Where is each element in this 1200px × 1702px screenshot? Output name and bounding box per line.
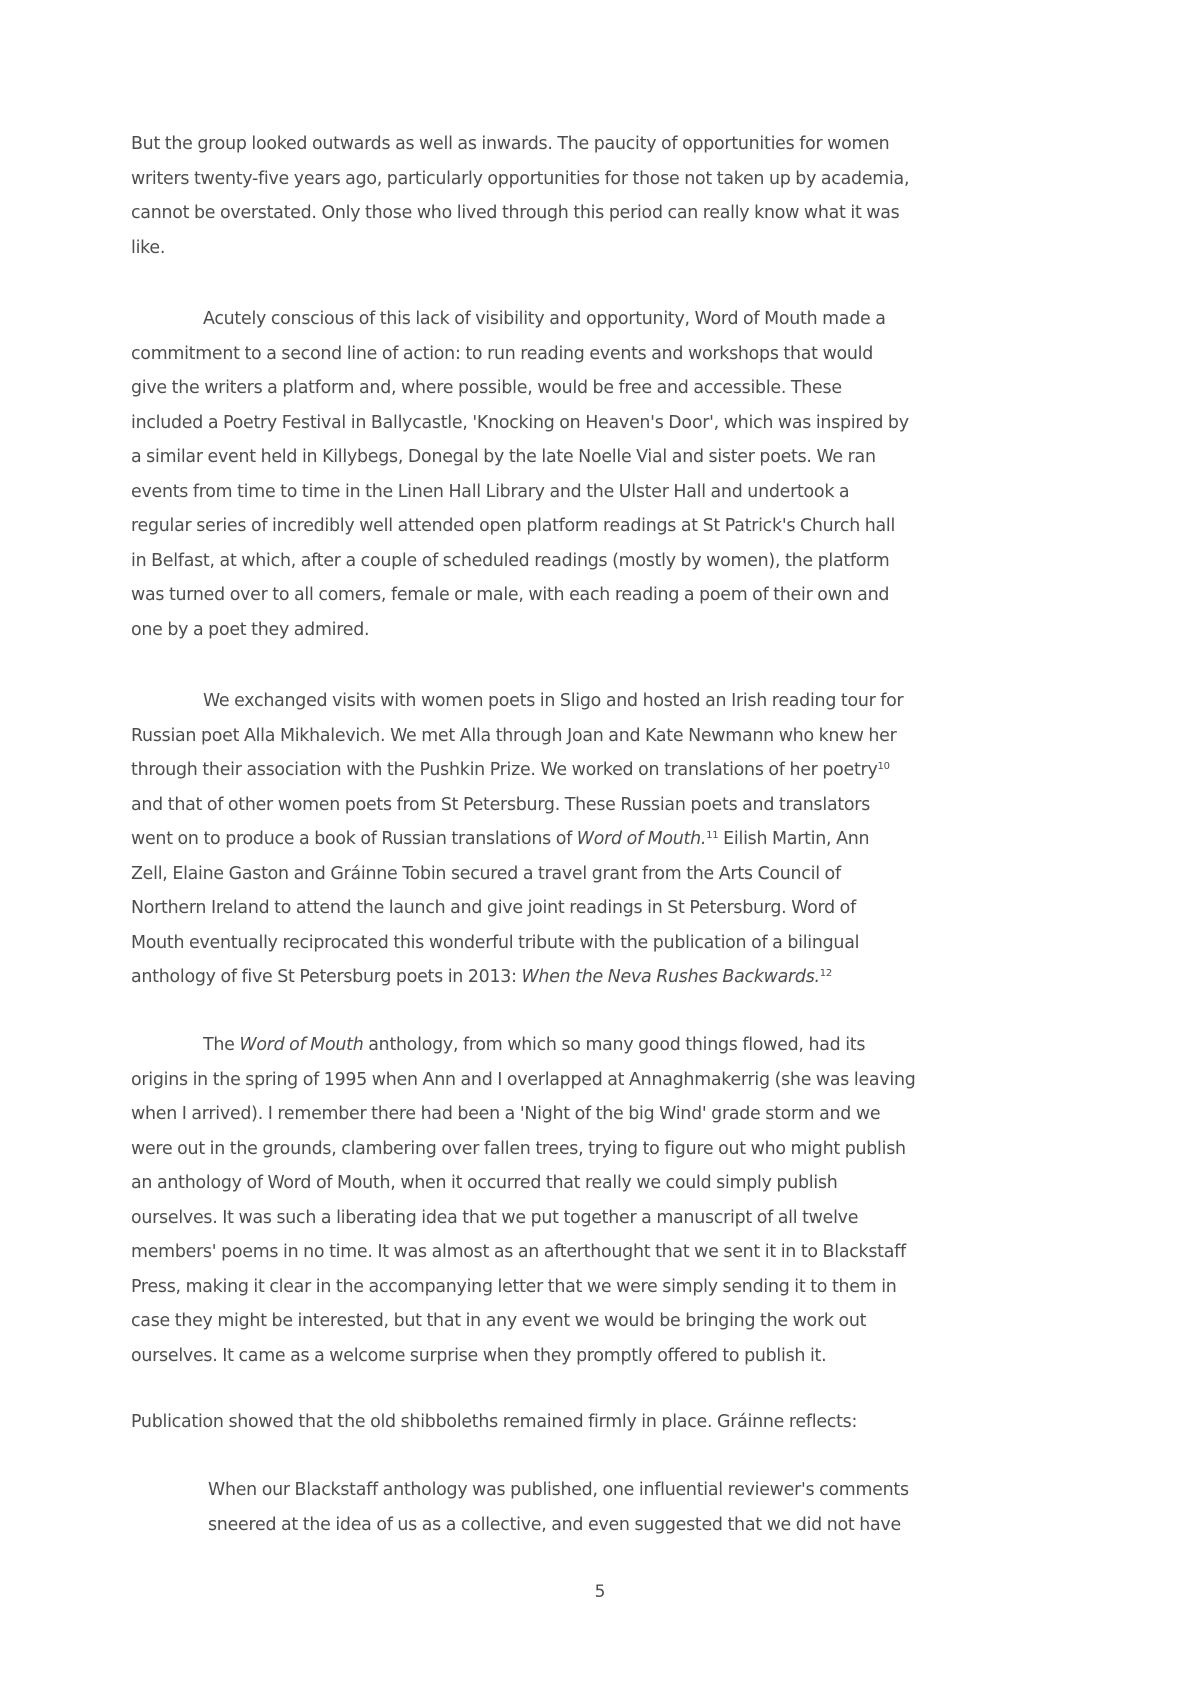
paragraph-4: [131, 1028, 1059, 1373]
text-line: origins in the spring of 1995 when Ann and I overlapped at Annaghmakerrig (she was leaving: [131, 1069, 916, 1090]
text-segment: anthology, from which so many good things flowed, had its: [363, 1035, 866, 1055]
paragraph-1: [131, 127, 1059, 265]
text-segment: The: [203, 1035, 240, 1055]
text-line: an anthology of Word of Mouth, when it occurred that really we could simply publish: [131, 1173, 838, 1193]
text-line: included a Poetry Festival in Ballycastle, 'Knocking on Heaven's Door', which was inspired by: [131, 412, 909, 433]
book-title: Word of Mouth.: [576, 829, 707, 849]
text-line: give the writers a platform and, where possible, would be free and accessible. These: [131, 378, 842, 398]
page-number: 5: [594, 1582, 606, 1602]
text-line: Mouth eventually reciprocated this wonderful tribute with the publication of a bilingual: [131, 932, 860, 953]
text-line: was turned over to all comers, female or male, with each reading a poem of their own and: [131, 585, 890, 605]
text-line: ourselves. It was such a liberating idea that we put together a manuscript of all twelve: [131, 1207, 859, 1228]
text-line: case they might be interested, but that in any event we would be bringing the work out: [131, 1311, 867, 1331]
book-title: Word of Mouth: [239, 1035, 364, 1055]
text-line: a similar event held in Killybegs, Donegal by the late Noelle Vial and sister poets. We ran: [131, 447, 876, 467]
text-line: and that of other women poets from St Petersburg. These Russian poets and translators: [131, 794, 871, 815]
text-segment: went on to produce a book of Russian translations of: [131, 829, 577, 849]
text-line: were out in the grounds, clambering over fallen trees, trying to figure out who might publish: [131, 1138, 906, 1159]
book-title: When the Neva Rushes Backwards.: [521, 967, 820, 987]
text-line: writers twenty-five years ago, particularly opportunities for those not taken up by academia,: [131, 168, 910, 189]
text-line: Press, making it clear in the accompanying letter that we were simply sending it to them in: [131, 1276, 897, 1297]
text-line: Publication showed that the old shibboleths remained firmly in place. Gráinne reflects:: [131, 1412, 858, 1432]
footnote-marker[interactable]: 10: [877, 761, 890, 772]
text-line: Zell, Elaine Gaston and Gráinne Tobin secured a travel grant from the Arts Council of: [131, 863, 841, 884]
paragraph-5: [131, 1405, 1059, 1440]
text-line: Northern Ireland to attend the launch and give joint readings in St Petersburg. Word of: [131, 898, 856, 918]
text-line: Acutely conscious of this lack of visibility and opportunity, Word of Mouth made a: [203, 309, 886, 329]
text-line: [131, 1028, 1059, 1063]
text-line: [131, 753, 1059, 788]
text-line: like.: [131, 237, 166, 258]
text-segment: anthology of five St Petersburg poets in 2013:: [131, 967, 522, 987]
paragraph-2: [131, 302, 1059, 647]
text-line: Russian poet Alla Mikhalevich. We met Alla through Joan and Kate Newmann who knew her: [131, 725, 897, 746]
text-line: one by a poet they admired.: [131, 619, 370, 640]
text-line: events from time to time in the Linen Hall Library and the Ulster Hall and undertook a: [131, 481, 850, 502]
block-quote: [208, 1473, 1056, 1542]
text-line: When our Blackstaff anthology was published, one influential reviewer's comments: [208, 1480, 909, 1500]
text-line: [131, 822, 1059, 857]
text-line: in Belfast, at which, after a couple of scheduled readings (mostly by women), the platform: [131, 550, 890, 571]
footnote-marker[interactable]: 12: [819, 968, 833, 979]
text-line: ourselves. It came as a welcome surprise when they promptly offered to publish it.: [131, 1345, 827, 1366]
text-line: when I arrived). I remember there had been a 'Night of the big Wind' grade storm and we: [131, 1104, 881, 1124]
text-line: sneered at the idea of us as a collective, and even suggested that we did not have: [208, 1514, 901, 1535]
text-line: We exchanged visits with women poets in Sligo and hosted an Irish reading tour for: [203, 691, 904, 711]
text-segment: through their association with the Pushkin Prize. We worked on translations of her poetry: [131, 760, 878, 780]
text-segment: Eilish Martin, Ann: [718, 829, 870, 849]
text-line: members' poems in no time. It was almost as an afterthought that we sent it in to Blackstaff: [131, 1242, 906, 1262]
text-line: regular series of incredibly well attended open platform readings at St Patrick's Church hall: [131, 516, 896, 536]
text-line: cannot be overstated. Only those who lived through this period can really know what it was: [131, 203, 900, 223]
paragraph-3: [131, 684, 1059, 995]
text-line: commitment to a second line of action: to run reading events and workshops that would: [131, 343, 874, 364]
footnote-marker[interactable]: 11: [706, 830, 719, 841]
text-line: [131, 960, 1059, 995]
text-line: But the group looked outwards as well as inwards. The paucity of opportunities for women: [131, 134, 890, 154]
